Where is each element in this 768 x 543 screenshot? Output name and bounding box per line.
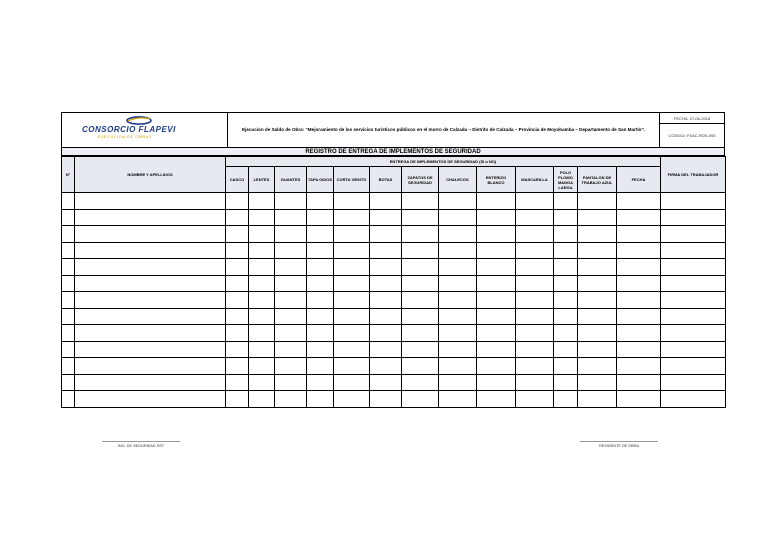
table-cell[interactable] [62,193,75,210]
table-cell[interactable] [334,374,370,391]
table-cell[interactable] [402,374,439,391]
table-row [62,391,726,408]
table-cell[interactable] [661,391,726,408]
table-cell[interactable] [516,292,554,309]
table-cell[interactable] [226,275,249,292]
table-cell[interactable] [402,341,439,358]
table-cell[interactable] [334,308,370,325]
table-cell[interactable] [554,391,578,408]
table-cell[interactable] [402,275,439,292]
table-cell[interactable] [307,259,334,276]
table-cell[interactable] [477,193,516,210]
table-cell[interactable] [578,374,617,391]
table-cell[interactable] [75,242,226,259]
table-cell[interactable] [249,308,275,325]
col-item: POLO PLOMO MANGA LARGA [554,167,578,193]
table-cell[interactable] [75,374,226,391]
table-cell[interactable] [554,341,578,358]
table-cell[interactable] [249,193,275,210]
table-cell[interactable] [617,308,661,325]
table-cell[interactable] [477,226,516,243]
table-cell[interactable] [307,193,334,210]
table-row [62,242,726,259]
signature-safety-engineer [101,441,181,448]
table-cell[interactable] [578,292,617,309]
table-cell[interactable] [439,391,477,408]
table-cell[interactable] [402,259,439,276]
table-cell[interactable] [661,325,726,342]
table-cell[interactable] [402,358,439,375]
table-cell[interactable] [477,308,516,325]
table-cell[interactable] [275,391,307,408]
table-cell[interactable] [334,391,370,408]
table-cell[interactable] [307,341,334,358]
table-cell[interactable] [516,358,554,375]
table-cell[interactable] [75,358,226,375]
col-item: GUANTES [275,167,307,193]
table-cell[interactable] [370,374,402,391]
table-cell[interactable] [578,341,617,358]
table-cell[interactable] [370,242,402,259]
table-cell[interactable] [249,358,275,375]
table-cell[interactable] [226,242,249,259]
table-cell[interactable] [275,325,307,342]
table-cell[interactable] [439,358,477,375]
table-cell[interactable] [226,259,249,276]
table-cell[interactable] [307,374,334,391]
table-cell[interactable] [75,292,226,309]
table-cell[interactable] [617,292,661,309]
table-cell[interactable] [226,209,249,226]
table-cell[interactable] [275,275,307,292]
table-row [62,275,726,292]
table-cell[interactable] [75,209,226,226]
table-cell[interactable] [617,341,661,358]
table-cell[interactable] [578,308,617,325]
col-item: LENTES [249,167,275,193]
form-code: CODIGO: FSAC-RDS-005 [660,124,725,148]
table-cell[interactable] [617,209,661,226]
table-cell[interactable] [477,275,516,292]
table-cell[interactable] [370,226,402,243]
table-cell[interactable] [226,341,249,358]
table-cell[interactable] [402,193,439,210]
col-item: TAPA OIDOS [307,167,334,193]
table-cell[interactable] [439,193,477,210]
table-cell[interactable] [334,226,370,243]
table-cell[interactable] [617,374,661,391]
col-item: FECHA [617,167,661,193]
col-item: ENTERIZO BLANCO [477,167,516,193]
table-cell[interactable] [75,308,226,325]
form-date: FECHA: 27-06-2018 [660,113,725,124]
signature-line [580,441,658,442]
table-cell[interactable] [275,242,307,259]
col-item: ZAPATOS DE SEGURIDAD [402,167,439,193]
table-cell[interactable] [334,292,370,309]
delivery-table [61,156,726,408]
table-cell[interactable] [307,226,334,243]
table-cell[interactable] [62,391,75,408]
table-cell[interactable] [75,259,226,276]
table-cell[interactable] [554,358,578,375]
table-cell[interactable] [554,209,578,226]
table-cell[interactable] [370,391,402,408]
table-cell[interactable] [554,308,578,325]
table-cell[interactable] [307,308,334,325]
table-cell[interactable] [334,209,370,226]
table-cell[interactable] [249,226,275,243]
col-item: CORTA VIENTO [334,167,370,193]
table-cell[interactable] [275,358,307,375]
table-cell[interactable] [477,292,516,309]
table-cell[interactable] [62,358,75,375]
table-cell[interactable] [554,325,578,342]
table-cell[interactable] [661,209,726,226]
table-cell[interactable] [307,292,334,309]
table-cell[interactable] [334,341,370,358]
table-cell[interactable] [75,193,226,210]
table-cell[interactable] [307,242,334,259]
table-cell[interactable] [661,292,726,309]
table-cell[interactable] [307,325,334,342]
table-cell[interactable] [661,308,726,325]
table-cell[interactable] [402,308,439,325]
table-cell[interactable] [402,391,439,408]
table-cell[interactable] [62,341,75,358]
table-cell[interactable] [516,325,554,342]
table-cell[interactable] [516,242,554,259]
table-cell[interactable] [402,209,439,226]
table-cell[interactable] [477,391,516,408]
col-signature: FIRMA DEL TRABAJADOR [661,157,726,193]
table-cell[interactable] [554,259,578,276]
table-cell[interactable] [249,341,275,358]
table-cell[interactable] [439,325,477,342]
table-cell[interactable] [516,226,554,243]
table-cell[interactable] [370,209,402,226]
table-cell[interactable] [226,358,249,375]
table-cell[interactable] [439,374,477,391]
table-cell[interactable] [226,374,249,391]
table-cell[interactable] [75,391,226,408]
table-cell[interactable] [578,358,617,375]
table-cell[interactable] [439,259,477,276]
table-cell[interactable] [477,259,516,276]
table-cell[interactable] [62,374,75,391]
table-cell[interactable] [617,275,661,292]
col-name: NOMBRE Y APELLIDOS [75,157,226,193]
table-cell[interactable] [275,226,307,243]
logo-subtext: EJECUCION DE OBRAS [98,134,152,139]
table-cell[interactable] [62,275,75,292]
table-cell[interactable] [661,259,726,276]
table-cell[interactable] [249,209,275,226]
table-row [62,374,726,391]
table-cell[interactable] [275,259,307,276]
table-cell[interactable] [226,391,249,408]
table-cell[interactable] [439,226,477,243]
form-header [61,112,725,156]
table-cell[interactable] [402,325,439,342]
table-cell[interactable] [477,341,516,358]
table-cell[interactable] [275,374,307,391]
table-cell[interactable] [307,275,334,292]
table-cell[interactable] [62,226,75,243]
table-cell[interactable] [249,391,275,408]
table-cell[interactable] [370,325,402,342]
table-cell[interactable] [275,193,307,210]
project-title: Ejecucion de Saldo de Obra: “Mejoramiento de los servicios turísticos públicos en el morro de Calzada – Distrito de Calzada – Provincia de Moyobamba – Departamento de San Martín”. [228,113,660,148]
table-cell[interactable] [578,259,617,276]
table-cell[interactable] [62,308,75,325]
table-cell[interactable] [554,226,578,243]
table-cell[interactable] [661,374,726,391]
table-cell[interactable] [275,308,307,325]
table-cell[interactable] [334,358,370,375]
table-cell[interactable] [477,242,516,259]
table-cell[interactable] [661,193,726,210]
table-cell[interactable] [439,275,477,292]
form-title: REGISTRO DE ENTREGA DE IMPLEMENTOS DE SEGURIDAD [62,148,725,156]
table-body [62,193,726,408]
table-cell[interactable] [516,209,554,226]
table-cell[interactable] [249,325,275,342]
table-cell[interactable] [62,292,75,309]
table-cell[interactable] [617,325,661,342]
group-header: ENTREGA DE IMPLEMENTOS DE SEGURIDAD (SI o NO) [226,157,661,167]
table-cell[interactable] [370,358,402,375]
company-logo [62,113,228,148]
table-cell[interactable] [477,209,516,226]
col-item: CHALECOS [439,167,477,193]
table-cell[interactable] [554,275,578,292]
table-cell[interactable] [62,209,75,226]
table-cell[interactable] [617,358,661,375]
table-cell[interactable] [402,226,439,243]
table-row [62,325,726,342]
table-cell[interactable] [75,341,226,358]
table-cell[interactable] [75,275,226,292]
table-cell[interactable] [226,308,249,325]
table-cell[interactable] [477,374,516,391]
table-cell[interactable] [334,275,370,292]
table-cell[interactable] [370,193,402,210]
table-cell[interactable] [62,242,75,259]
table-cell[interactable] [516,259,554,276]
safety-delivery-form [61,112,725,408]
table-cell[interactable] [477,325,516,342]
table-cell[interactable] [661,242,726,259]
table-cell[interactable] [334,242,370,259]
table-row [62,226,726,243]
table-cell[interactable] [249,374,275,391]
signature-resident [579,441,659,448]
table-cell[interactable] [334,325,370,342]
table-cell[interactable] [370,275,402,292]
table-cell[interactable] [554,193,578,210]
table-cell[interactable] [307,209,334,226]
col-item: CASCO [226,167,249,193]
table-cell[interactable] [307,391,334,408]
signature-label: RESIDENTE DE OBRA [599,444,639,448]
table-row [62,259,726,276]
table-cell[interactable] [661,341,726,358]
table-cell[interactable] [578,226,617,243]
table-cell[interactable] [249,259,275,276]
table-cell[interactable] [249,292,275,309]
table-row [62,358,726,375]
table-cell[interactable] [226,325,249,342]
table-cell[interactable] [307,358,334,375]
signature-label: ING. DE SEGURIDAD SST [117,444,165,448]
table-cell[interactable] [617,391,661,408]
table-cell[interactable] [62,259,75,276]
table-cell[interactable] [617,259,661,276]
table-cell[interactable] [578,242,617,259]
table-cell[interactable] [439,308,477,325]
table-cell[interactable] [554,292,578,309]
table-row [62,308,726,325]
table-cell[interactable] [661,275,726,292]
logo-text: CONSORCIO FLAPEVI [82,125,176,134]
table-cell[interactable] [226,226,249,243]
table-cell[interactable] [516,308,554,325]
table-cell[interactable] [370,259,402,276]
logo-swoosh-icon [124,115,154,125]
table-cell[interactable] [75,325,226,342]
table-cell[interactable] [226,193,249,210]
table-row [62,193,726,210]
table-cell[interactable] [334,193,370,210]
table-cell[interactable] [477,358,516,375]
table-cell[interactable] [516,275,554,292]
table-cell[interactable] [334,259,370,276]
table-cell[interactable] [617,193,661,210]
table-cell[interactable] [617,242,661,259]
table-cell[interactable] [578,275,617,292]
table-cell[interactable] [439,242,477,259]
table-cell[interactable] [370,292,402,309]
col-item: PANTALON DE TRABAJO AZUL [578,167,617,193]
table-cell[interactable] [661,358,726,375]
table-cell[interactable] [554,242,578,259]
table-cell[interactable] [439,341,477,358]
table-cell[interactable] [661,226,726,243]
table-cell[interactable] [439,292,477,309]
table-cell[interactable] [516,391,554,408]
table-cell[interactable] [402,242,439,259]
table-cell[interactable] [516,341,554,358]
table-cell[interactable] [554,374,578,391]
table-row [62,292,726,309]
table-cell[interactable] [275,209,307,226]
table-cell[interactable] [617,226,661,243]
table-cell[interactable] [249,275,275,292]
col-number: N° [62,157,75,193]
table-cell[interactable] [370,308,402,325]
col-item: BOTAS [370,167,402,193]
table-cell[interactable] [578,391,617,408]
table-cell[interactable] [226,292,249,309]
table-cell[interactable] [578,193,617,210]
table-cell[interactable] [578,325,617,342]
table-cell[interactable] [62,325,75,342]
table-cell[interactable] [402,292,439,309]
table-cell[interactable] [439,209,477,226]
table-cell[interactable] [516,193,554,210]
table-cell[interactable] [578,209,617,226]
table-cell[interactable] [516,374,554,391]
col-item: MASCARILLA [516,167,554,193]
table-cell[interactable] [75,226,226,243]
table-cell[interactable] [249,242,275,259]
signature-line [102,441,180,442]
table-row [62,209,726,226]
table-cell[interactable] [275,341,307,358]
table-row [62,341,726,358]
table-cell[interactable] [275,292,307,309]
table-cell[interactable] [370,341,402,358]
